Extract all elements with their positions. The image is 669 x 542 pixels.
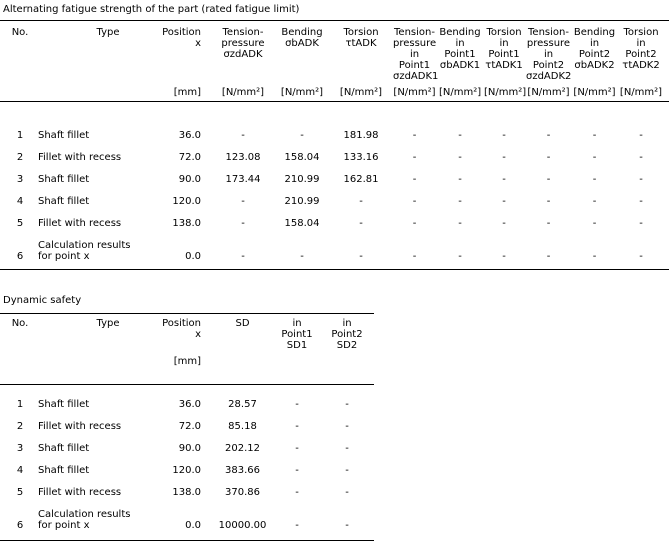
safety-table-rule <box>0 384 374 385</box>
table-cell: 210.99 <box>284 196 320 207</box>
table-cell: - <box>241 218 245 229</box>
table-cell: 202.12 <box>225 443 260 454</box>
table-cell: - <box>412 218 417 229</box>
table-cell: 181.98 <box>343 130 379 141</box>
table-cell: - <box>502 130 506 141</box>
unit-label: [N/mm²] <box>527 87 570 98</box>
table-cell: - <box>502 196 506 207</box>
table-cell: - <box>412 152 417 163</box>
fatigue-section-title: Alternating fatigue strength of the part (rated fatigue limit) <box>3 4 300 15</box>
table-cell: 210.99 <box>284 174 320 185</box>
table-cell: Calculation results for point x <box>38 509 131 531</box>
table-cell: 138.0 <box>172 487 201 498</box>
table-cell: - <box>592 152 597 163</box>
table-cell: - <box>458 174 462 185</box>
table-cell: - <box>592 130 597 141</box>
column-header: SD <box>235 318 250 329</box>
table-cell: - <box>300 130 304 141</box>
table-cell: - <box>592 196 597 207</box>
table-cell: 3 <box>16 174 24 185</box>
unit-label: [N/mm²] <box>339 87 383 98</box>
table-cell: 85.18 <box>228 421 257 432</box>
table-cell: 0.0 <box>185 251 201 262</box>
table-cell: Shaft fillet <box>38 174 90 185</box>
table-cell: 158.04 <box>284 218 320 229</box>
table-cell: - <box>345 465 349 476</box>
column-header: Bending σbADK <box>281 27 323 49</box>
table-cell: - <box>412 196 417 207</box>
unit-label: [N/mm²] <box>393 87 436 98</box>
table-cell: Shaft fillet <box>38 443 90 454</box>
table-cell: Fillet with recess <box>38 218 122 229</box>
table-cell: - <box>639 174 643 185</box>
table-cell: - <box>345 399 349 410</box>
fatigue-table-rule <box>0 269 669 270</box>
table-cell: 1 <box>16 130 24 141</box>
table-cell: Shaft fillet <box>38 196 90 207</box>
table-cell: - <box>295 443 299 454</box>
table-cell: 162.81 <box>343 174 379 185</box>
table-cell: Fillet with recess <box>38 152 122 163</box>
table-cell: - <box>639 152 643 163</box>
table-cell: - <box>592 251 597 262</box>
table-cell: 10000.00 <box>218 520 267 531</box>
table-cell: - <box>502 218 506 229</box>
table-cell: 133.16 <box>343 152 379 163</box>
table-cell: 72.0 <box>178 152 201 163</box>
table-cell: - <box>546 174 551 185</box>
table-cell: - <box>458 196 462 207</box>
table-cell: - <box>345 443 349 454</box>
column-header: Tension- pressure in Point2 σzdADK2 <box>526 27 572 82</box>
table-cell: - <box>546 251 551 262</box>
table-cell: 1 <box>16 399 24 410</box>
table-cell: - <box>592 174 597 185</box>
table-cell: 158.04 <box>284 152 320 163</box>
table-cell: Calculation results for point x <box>38 240 131 262</box>
table-cell: 173.44 <box>225 174 261 185</box>
column-header: No. <box>11 27 29 38</box>
column-header: Torsion in Point1 τtADK1 <box>485 27 523 71</box>
column-header: in Point2 SD2 <box>331 318 363 351</box>
unit-label: [N/mm²] <box>573 87 616 98</box>
table-cell: 5 <box>16 218 24 229</box>
table-cell: 120.0 <box>172 196 201 207</box>
column-header: Type <box>96 318 120 329</box>
table-cell: - <box>241 196 245 207</box>
table-cell: - <box>458 130 462 141</box>
table-cell: - <box>502 152 506 163</box>
table-cell: - <box>359 196 363 207</box>
unit-label: [N/mm²] <box>280 87 324 98</box>
unit-label: [mm] <box>173 87 201 98</box>
table-cell: 36.0 <box>178 399 201 410</box>
safety-section-title: Dynamic safety <box>3 295 82 306</box>
table-cell: 72.0 <box>178 421 201 432</box>
table-cell: - <box>359 218 363 229</box>
table-cell: - <box>241 130 245 141</box>
unit-label: [N/mm²] <box>221 87 265 98</box>
table-cell: 36.0 <box>178 130 201 141</box>
column-header: Torsion τtADK <box>343 27 379 49</box>
table-cell: Shaft fillet <box>38 399 90 410</box>
table-cell: - <box>546 152 551 163</box>
fatigue-table-rule <box>0 101 669 102</box>
table-cell: - <box>546 196 551 207</box>
column-header: Bending in Point2 σbADK2 <box>573 27 616 71</box>
table-cell: - <box>345 421 349 432</box>
table-cell: - <box>345 520 349 531</box>
table-cell: - <box>295 520 299 531</box>
safety-table-rule <box>0 540 374 541</box>
safety-table-rule <box>0 313 374 314</box>
table-cell: - <box>592 218 597 229</box>
table-cell: - <box>300 251 304 262</box>
column-header: No. <box>11 318 29 329</box>
table-cell: 4 <box>16 465 24 476</box>
table-cell: 123.08 <box>225 152 261 163</box>
table-cell: - <box>295 465 299 476</box>
table-cell: - <box>639 196 643 207</box>
table-cell: 2 <box>16 152 24 163</box>
table-cell: - <box>639 251 643 262</box>
unit-label: [N/mm²] <box>484 87 527 98</box>
table-cell: 6 <box>16 251 24 262</box>
table-cell: - <box>412 130 417 141</box>
table-cell: - <box>502 174 506 185</box>
column-header: Tension- pressure in Point1 σzdADK1 <box>393 27 439 82</box>
unit-label: [N/mm²] <box>619 87 663 98</box>
fatigue-table-rule <box>0 20 669 21</box>
table-cell: 2 <box>16 421 24 432</box>
table-cell: 5 <box>16 487 24 498</box>
table-cell: 370.86 <box>225 487 260 498</box>
column-header: in Point1 SD1 <box>281 318 313 351</box>
table-cell: 0.0 <box>185 520 201 531</box>
table-cell: - <box>546 218 551 229</box>
column-header: Type <box>96 27 120 38</box>
table-cell: - <box>458 218 462 229</box>
table-cell: 90.0 <box>178 174 201 185</box>
table-cell: 4 <box>16 196 24 207</box>
table-cell: 3 <box>16 443 24 454</box>
table-cell: - <box>359 251 363 262</box>
table-cell: - <box>458 152 462 163</box>
table-cell: - <box>639 130 643 141</box>
table-cell: Shaft fillet <box>38 130 90 141</box>
table-cell: - <box>412 251 417 262</box>
table-cell: - <box>241 251 245 262</box>
table-cell: 138.0 <box>172 218 201 229</box>
table-cell: - <box>295 487 299 498</box>
column-header: Bending in Point1 σbADK1 <box>439 27 481 71</box>
table-cell: 383.66 <box>225 465 260 476</box>
column-header: Position x <box>162 318 201 340</box>
table-cell: - <box>502 251 506 262</box>
table-cell: 28.57 <box>228 399 257 410</box>
table-cell: - <box>546 130 551 141</box>
table-cell: - <box>345 487 349 498</box>
unit-label: [N/mm²] <box>439 87 482 98</box>
column-header: Tension- pressure σzdADK <box>221 27 265 60</box>
table-cell: 90.0 <box>178 443 201 454</box>
table-cell: - <box>639 218 643 229</box>
table-cell: - <box>295 421 299 432</box>
table-cell: - <box>295 399 299 410</box>
table-cell: - <box>412 174 417 185</box>
unit-label: [mm] <box>173 356 201 367</box>
table-cell: Shaft fillet <box>38 465 90 476</box>
table-cell: 120.0 <box>172 465 201 476</box>
table-cell: 6 <box>16 520 24 531</box>
column-header: Position x <box>162 27 201 49</box>
table-cell: - <box>458 251 462 262</box>
column-header: Torsion in Point2 τtADK2 <box>622 27 660 71</box>
table-cell: Fillet with recess <box>38 487 122 498</box>
table-cell: Fillet with recess <box>38 421 122 432</box>
